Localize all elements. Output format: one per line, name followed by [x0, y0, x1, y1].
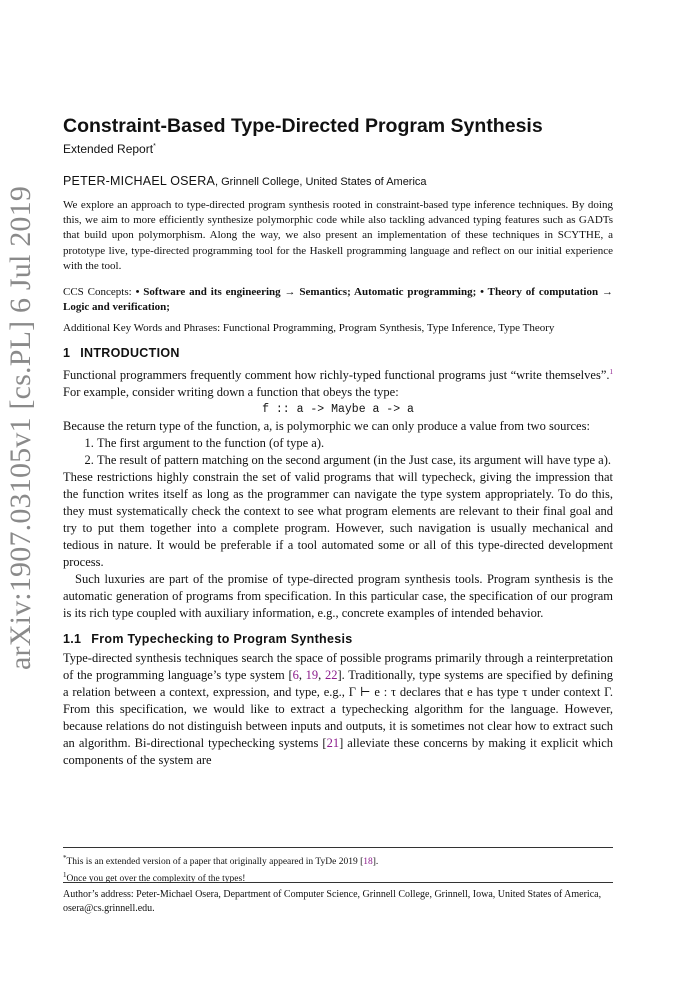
citation-link[interactable]: 6 [292, 668, 299, 683]
section-heading-introduction [63, 346, 613, 360]
subtitle-footnote-mark: * [153, 143, 156, 150]
subsection-paragraph: Type-directed synthesis techniques search the space of possible programs primarily through a reinterpretation of the programming language’s type system [6, 19, 22]. Traditionally, type systems are specified by defining a relation between a context, expression, and type, e.g., Γ ⊢ e : τ declares that e has type τ under context Γ. From this specification, we would like to extract a typechecking algorithm for the language. However, because relations do not distinguish between inputs and outputs, it is sometimes not clear how to extract such an algorithm. Bi-directional typechecking systems [21] alleviate these concerns by making it explicit which components of the system are [63, 651, 613, 768]
author-address: Author’s address: Peter-Michael Osera, Department of Computer Science, Grinnell College, Grinnell, Iowa, United States of America, osera@cs.grinnell.edu. [63, 882, 613, 915]
footnote-1-mark: 1 [63, 871, 67, 880]
paper-subtitle [63, 142, 613, 156]
footnote-1-text: Once you get over the complexity of the types! [66, 874, 246, 885]
ccs-label: CCS Concepts: [63, 286, 136, 299]
section-number: 1 [63, 346, 71, 361]
citation-link[interactable]: 19 [305, 668, 319, 683]
subsection-text-b: ]. Traditionally, type systems are specified by defining a relation between a context, expression, and type, e.g., Γ ⊢ e : τ declares that e has type τ under context Γ. From this specification, we would like to extract a typechecking algorithm for the language. However, because relations do not distinguish between inputs and outputs, it is sometimes not clear how to extract such an algorithm. Bi-directional typechecking systems [ [63, 668, 613, 751]
subsection-text-a: Type-directed synthesis techniques search the space of possible programs primarily through a reinterpretation of the programming language’s type system [ [63, 651, 613, 683]
subsection-text-c: ] alleviate these concerns by making it explicit which components of the system are [63, 736, 613, 768]
keywords: Additional Key Words and Phrases: Functional Programming, Program Synthesis, Type Inference, Type Theory [63, 322, 555, 335]
intro-p1-text-b: For example, consider writing down a function that obeys the type: [63, 385, 399, 400]
sources-list [63, 435, 613, 469]
paper-title: Constraint-Based Type-Directed Program Synthesis [63, 115, 543, 137]
arxiv-stamp-text: arXiv:1907.03105v1 [cs.PL] 6 Jul 2019 [4, 185, 37, 670]
ccs-text: • Software and its engineering → Semantics; Automatic programming; • Theory of computation → Logic and verification; [63, 286, 613, 314]
ccs-concepts [63, 285, 613, 315]
citation-link[interactable]: 22 [324, 668, 338, 683]
intro-paragraph-3: These restrictions highly constrain the set of valid programs that will typecheck, giving the impression that the function writes itself as long as the programmer can navigate the type system appropriately. To do this, they must systematically check the context to see what program elements are relevant to their final goal and try to put them together into a complete program. However, such navigation is usually mechanical and tedious in nature. It would be preferable if a tool automated some or all of this type-directed development process. [63, 470, 613, 570]
citation-link[interactable]: 21 [326, 736, 340, 751]
list-item: 2. The result of pattern matching on the second argument (in the Just case, its argument will have type a). [97, 452, 613, 469]
author-line [63, 174, 613, 188]
paper-page [63, 112, 613, 769]
citation-link[interactable]: 18 [363, 857, 373, 868]
footnote-star [63, 852, 613, 869]
subtitle-text: Extended Report [63, 142, 154, 156]
author-affiliation: , Grinnell College, United States of America [214, 176, 427, 188]
intro-paragraph-1 [63, 364, 613, 401]
arxiv-stamp [4, 185, 48, 670]
footnote-link-1[interactable]: 1 [609, 368, 613, 377]
author-name: PETER-MICHAEL OSERA [63, 174, 215, 188]
abstract: We explore an approach to type-directed program synthesis rooted in constraint-based type inference techniques. By doing this, we aim to more efficiently synthesize polymorphic code while also tackling advanced typing features such as GADTs that build upon polymorphism. Along the way, we also present an implementation of these techniques in SCYTHE, a prototype live, type-directed programming tool for the Haskell programming language and reflect on our initial experience with the tool. [63, 199, 613, 272]
intro-paragraph-2: Because the return type of the function, a, is polymorphic we can only produce a value from two sources: [63, 419, 590, 434]
footnote-star-mark: * [63, 854, 67, 862]
intro-p1-text: Functional programmers frequently comment how richly-typed functional programs just “write themselves”. [63, 368, 610, 383]
intro-paragraph-4: Such luxuries are part of the promise of type-directed program synthesis tools. Program synthesis is the automatic generation of programs from specification. In this particular case, the specification of our program is its rich type coupled with auxiliary information, e.g., concrete examples of intended behavior. [63, 572, 613, 621]
list-item: 1. The first argument to the function (of type a). [97, 435, 613, 452]
subsection-heading [63, 632, 613, 646]
footnote-star-text: This is an extended version of a paper that originally appeared in TyDe 2019 [ [66, 857, 364, 868]
footnote-star-end: ]. [372, 857, 379, 868]
section-title: INTRODUCTION [80, 346, 180, 361]
subsection-title: From Typechecking to Program Synthesis [91, 632, 353, 647]
footnotes [63, 847, 613, 886]
subsection-number: 1.1 [63, 632, 82, 647]
code-example: f :: a -> Maybe a -> a [262, 403, 414, 417]
